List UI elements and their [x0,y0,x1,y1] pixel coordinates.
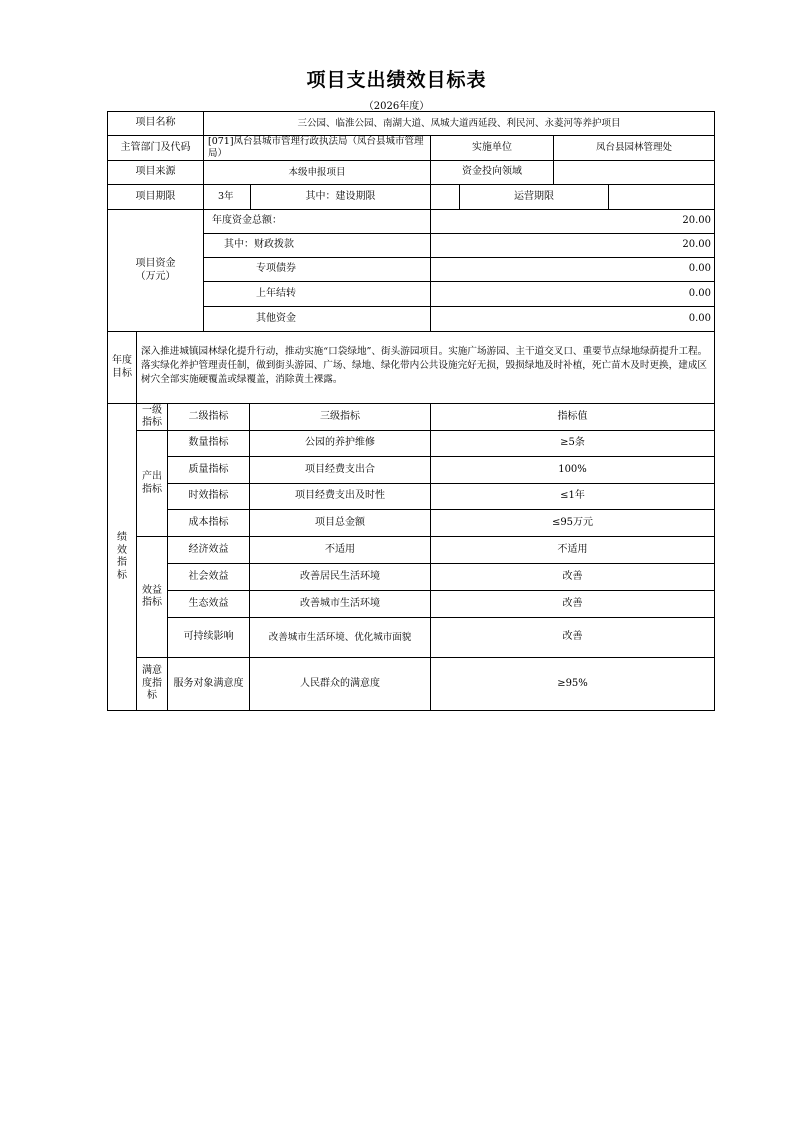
label-perf-indicator: 绩 效 指 标 [107,403,137,711]
label-dept: 主管部门及代码 [107,135,204,161]
label-invest-field: 资金投向领域 [430,160,554,185]
indicator-value: 100% [430,456,715,484]
label-last-year: 上年结转 [203,281,431,307]
value-annual-total: 20.00 [430,209,715,234]
label-special-bond: 专项债券 [203,257,431,282]
indicator-value: ≤95万元 [430,509,715,537]
label-construction-period: 其中：建设期限 [250,184,431,210]
indicator-l2: 经济效益 [167,536,250,564]
value-last-year: 0.00 [430,281,715,307]
indicator-l3: 项目总金额 [249,509,431,537]
header-level3: 三级指标 [249,403,431,431]
indicator-l2: 数量指标 [167,430,250,457]
indicator-l3: 项目经费支出及时性 [249,483,431,510]
indicator-value: 改善 [430,617,715,658]
value-project-name: 三公园、临淮公园、南湖大道、凤城大道西延段、利民河、永菱河等养护项目 [203,111,715,136]
indicator-value: ≤1年 [430,483,715,510]
label-period: 项目期限 [107,184,204,210]
indicator-l3: 改善城市生活环境 [249,590,431,618]
indicator-l2: 生态效益 [167,590,250,618]
value-invest-field [553,160,715,185]
indicator-l3: 改善城市生活环境、优化城市面貌 [249,617,431,658]
header-level1: 一级 指标 [136,403,168,431]
value-period: 3年 [203,184,251,210]
label-impl-unit: 实施单位 [430,135,554,161]
indicator-l3: 不适用 [249,536,431,564]
category-output: 产出 指标 [136,430,168,537]
indicator-value: 改善 [430,590,715,618]
indicator-l2: 质量指标 [167,456,250,484]
indicator-value: ≥95% [430,657,715,711]
value-dept: [071]凤台县城市管理行政执法局（凤台县城市管理局） [203,135,431,161]
category-benefit: 效益 指标 [136,536,168,658]
value-other: 0.00 [430,306,715,332]
indicator-l3: 公园的养护维修 [249,430,431,457]
value-operation-period [608,184,715,210]
label-annual-target: 年度 目标 [107,331,137,404]
category-satisfaction: 满意 度指 标 [136,657,168,711]
value-impl-unit: 凤台县园林管理处 [553,135,715,161]
indicator-l3: 人民群众的满意度 [249,657,431,711]
label-other: 其他资金 [203,306,431,332]
header-value: 指标值 [430,403,715,431]
indicator-value: ≥5条 [430,430,715,457]
label-source: 项目来源 [107,160,204,185]
indicator-l2: 可持续影响 [167,617,250,658]
label-project-name: 项目名称 [107,111,204,136]
label-funds: 项目资金 （万元） [107,209,204,332]
label-fiscal: 其中：财政拨款 [203,233,431,258]
value-special-bond: 0.00 [430,257,715,282]
page-subtitle: （2026年度） [363,101,430,112]
indicator-l2: 时效指标 [167,483,250,510]
value-construction-period [430,184,460,210]
indicator-l2: 服务对象满意度 [167,657,250,711]
indicator-l3: 项目经费支出合 [249,456,431,484]
indicator-l3: 改善居民生活环境 [249,563,431,591]
indicator-l2: 社会效益 [167,563,250,591]
value-source: 本级申报项目 [203,160,431,185]
indicator-value: 不适用 [430,536,715,564]
indicator-l2: 成本指标 [167,509,250,537]
page-title: 项目支出绩效目标表 [306,69,487,91]
value-fiscal: 20.00 [430,233,715,258]
indicator-value: 改善 [430,563,715,591]
label-annual-total: 年度资金总额： [203,209,431,234]
header-level2: 二级指标 [167,403,250,431]
label-operation-period: 运营期限 [459,184,609,210]
value-annual-target: 深入推进城镇园林绿化提升行动，推动实施“口袋绿地”、街头游园项目。实施广场游园、主干道交叉口、重要节点绿地绿荫提升工程。落实绿化养护管理责任制，做到街头游园、广场、绿地、绿化带内公共设施完好无损，毁损绿地及时补植，死亡苗木及时更换，建成区树穴全部实施硬覆盖或绿覆盖，消除黄土裸露。 [136,331,715,404]
